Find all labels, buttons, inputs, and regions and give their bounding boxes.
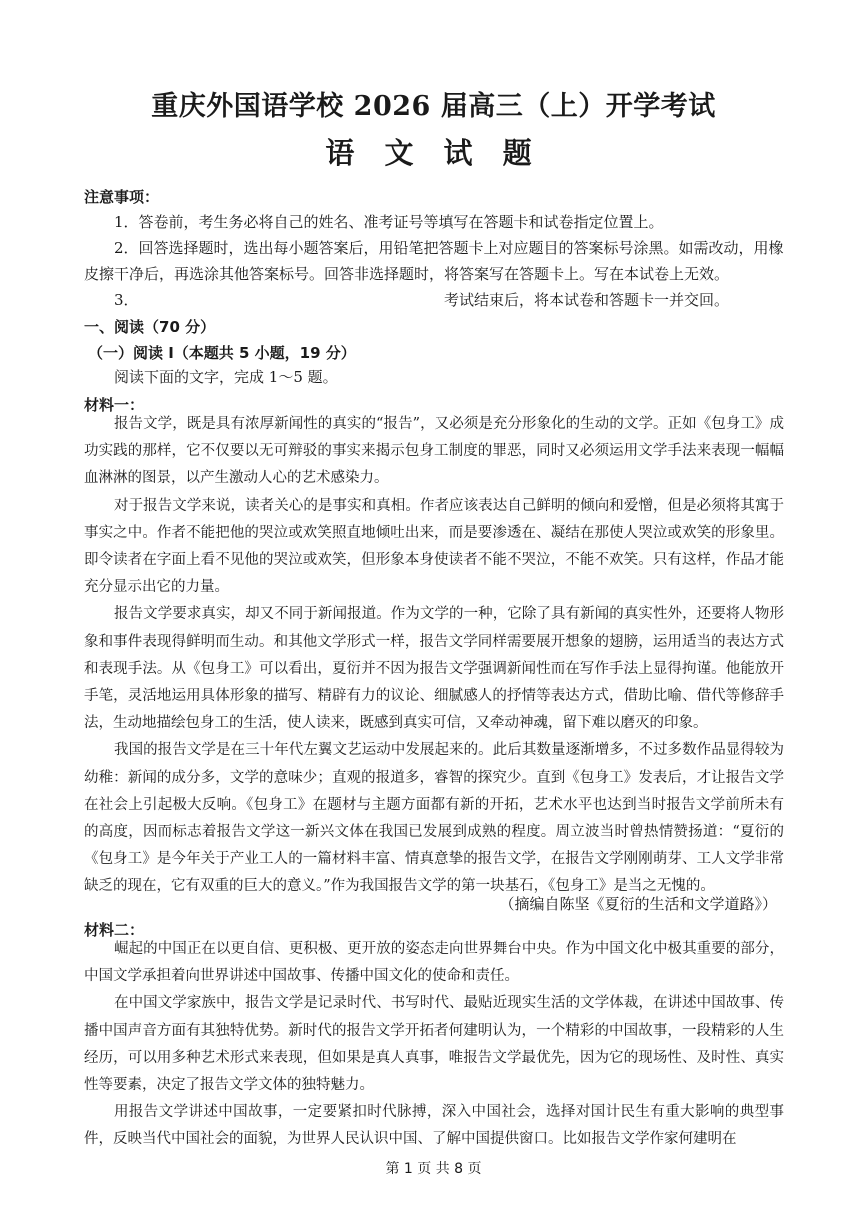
material-1-source: （摘编自陈坚《夏衍的生活和文学道路》） — [499, 895, 777, 913]
page-footer: 第 1 页 共 8 页 — [385, 1161, 482, 1177]
notice-item-3-text: 考试结束后，将本试卷和答题卡一并交回。 — [444, 291, 730, 309]
notice-item-2: 2．回答选择题时，选出每小题答案后，用铅笔把答题卡上对应题目的答案标号涂黑。如需改动，用橡皮擦干净后，再选涂其他答案标号。回答非选择题时，将答案写在答题卡上。写在本试卷上无效。 — [84, 239, 784, 283]
section-subtitle: （一）阅读 I（本题共 5 小题，19 分） — [88, 344, 356, 362]
material-2-paragraph: 用报告文学讲述中国故事，一定要紧扣时代脉搏，深入中国社会，选择对国计民生有重大影响的典型事件，反映当代中国社会的面貌，为世界人民认识中国、了解中国提供窗口。比如报告文学作家何建明在 — [84, 1104, 784, 1148]
material-1-heading: 材料一： — [84, 396, 145, 414]
material-1-paragraph: 我国的报告文学是在三十年代左翼文艺运动中发展起来的。此后其数量逐渐增多，不过多数作品显得较为幼稚：新闻的成分多，文学的意味少；直观的报道多，睿智的探究少。直到《包身工》发表后，才让报告文学在社会上引起极大反响。《包身工》在题材与主题方面都有新的开拓，艺术水平也达到当时报告文学前所未有的高度，因而标志着报告文学这一新兴文体在我国已发展到成熟的程度。周立波当时曾热情赞扬道：“夏衍的《包身工》是今年关于产业工人的一篇材料丰富、情真意挚的报告文学，在报告文学刚刚萌芽、工人文学非常缺乏的现在，它有双重的巨大的意义。”作为我国报告文学的第一块基石，《包身工》是当之无愧的。 — [84, 742, 784, 895]
exam-title: 重庆外国语学校 2026 届高三（上）开学考试 — [151, 91, 716, 122]
material-1-paragraph: 对于报告文学来说，读者关心的是事实和真相。作者应该表达自己鲜明的倾向和爱憎，但是必须将其寓于事实之中。作者不能把他的哭泣或欢笑照直地倾吐出来，而是要渗透在、凝结在那使人哭泣或欢笑的形象里。即令读者在字面上看不见他的哭泣或欢笑，但形象本身使读者不能不哭泣，不能不欢笑。只有这样，作品才能充分显示出它的力量。 — [84, 497, 784, 596]
material-1-paragraph: 报告文学要求真实，却又不同于新闻报道。作为文学的一种，它除了具有新闻的真实性外，还要将人物形象和事件表现得鲜明而生动。和其他文学形式一样，报告文学同样需要展开想象的翅膀，运用适当的表达方式和表现手法。从《包身工》可以看出，夏衍并不因为报告文学强调新闻性而在写作手法上显得拘谨。他能放开手笔，灵活地运用具体形象的描写、精辟有力的议论、细腻感人的抒情等表达方式，借助比喻、借代等修辞手法，生动地描绘包身工的生活，使人读来，既感到真实可信，又牵动神魂，留下难以磨灭的印象。 — [84, 606, 784, 732]
section-instruction: 阅读下面的文字，完成 1～5 题。 — [114, 368, 338, 386]
material-1-body — [84, 411, 784, 901]
exam-subject: 语 文 试 题 — [325, 136, 542, 170]
notice-item-3-number: 3． — [114, 291, 139, 309]
notice-item-1: 1．答卷前，考生务必将自己的姓名、准考证号等填写在答题卡和试卷指定位置上。 — [114, 213, 664, 231]
material-2-paragraph: 在中国文学家族中，报告文学是记录时代、书写时代、最贴近现实生活的文学体裁，在讲述中国故事、传播中国声音方面有其独特优势。新时代的报告文学开拓者何建明认为，一个精彩的中国故事，一段精彩的人生经历，可以用多种艺术形式来表现，但如果是真人真事，唯报告文学最优先，因为它的现场性、及时性、真实性等要素，决定了报告文学文体的独特魅力。 — [84, 995, 784, 1094]
material-1-paragraph: 报告文学，既是具有浓厚新闻性的真实的“报告”，又必须是充分形象化的生动的文学。正如《包身工》成功实践的那样，它不仅要以无可辩驳的事实来揭示包身工制度的罪恶，同时又必须运用文学手法来表现一幅幅血淋淋的图景，以产生激动人心的艺术感染力。 — [84, 416, 784, 487]
material-2-heading: 材料二： — [84, 921, 145, 939]
section-title: 一、阅读（70 分） — [84, 318, 216, 336]
notice-heading: 注意事项： — [84, 188, 160, 206]
material-2-paragraph: 崛起的中国正在以更自信、更积极、更开放的姿态走向世界舞台中央。作为中国文化中极其重要的部分，中国文学承担着向世界讲述中国故事、传播中国文化的使命和责任。 — [84, 941, 784, 985]
material-2-body — [84, 936, 784, 1154]
